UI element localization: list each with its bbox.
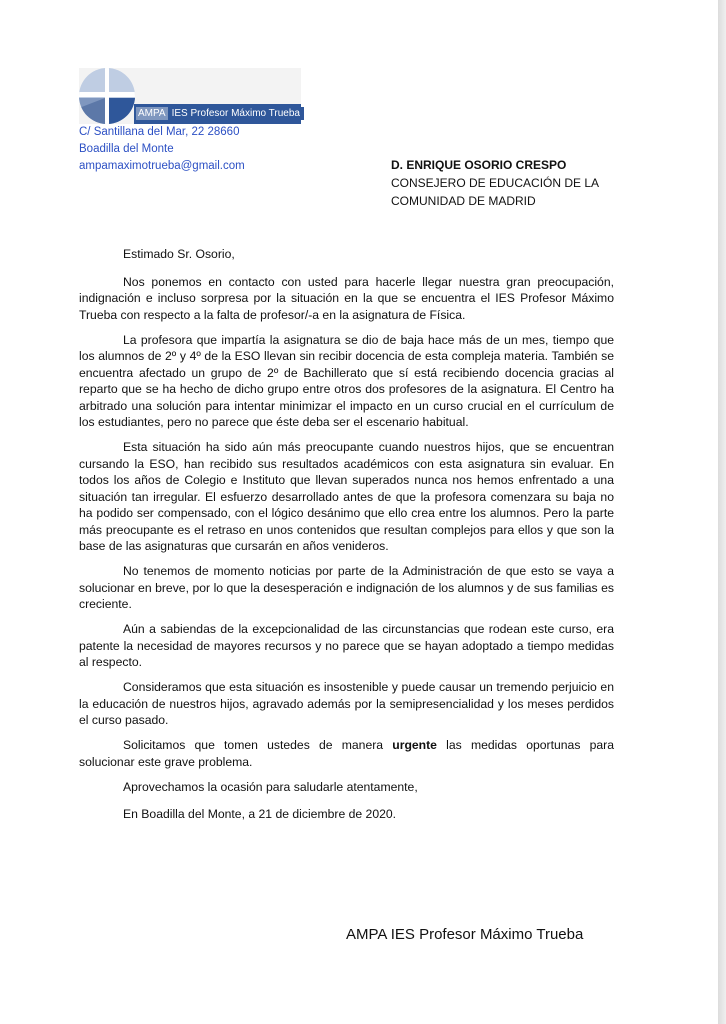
sender-address-line2: Boadilla del Monte <box>79 142 174 155</box>
request-urgent-emphasis: urgente <box>392 738 437 752</box>
logo-school-text: IES Profesor Máximo Trueba <box>168 107 304 120</box>
paragraph-request <box>79 737 614 770</box>
paragraph-teacher-leave: La profesora que impartía la asignatura se dio de baja hace más de un mes, tiempo que los alumnos de 2º y 4º de la ESO llevan sin recibir docencia de esta compleja materia. También se encuentra afectado un grupo de 2º de Bachillerato que sí está recibiendo docencia gracias al reparto que se ha hecho de dicho grupo entre otros dos profesores de la asignatura. El Centro ha arbitrado una solución para intentar minimizar el impacto en un curso crucial en el currículum de los estudiantes, pero no parece que éste deba ser el escenario habitual. <box>79 332 614 429</box>
signature: AMPA IES Profesor Máximo Trueba <box>346 926 584 943</box>
paragraph-concern: Nos ponemos en contacto con usted para hacerle llegar nuestra gran preocupación, indignación e incluso sorpresa por la situación en la que se encuentra el IES Profesor Máximo Trueba con respecto a la falta de profesor/-a en la asignatura de Física. <box>79 274 614 322</box>
recipient-block <box>391 156 599 210</box>
paragraph-resources: Aún a sabiendas de la excepcionalidad de las circunstancias que rodean este curso, era patente la necesidad de mayores recursos y no parece que se hayan adoptado a tiempo medidas al respecto. <box>79 622 614 669</box>
ampa-logo <box>79 68 301 124</box>
recipient-name: D. ENRIQUE OSORIO CRESPO <box>391 158 567 172</box>
closing: Aprovechamos la ocasión para saludarle atentamente, <box>123 779 418 794</box>
place-date: En Boadilla del Monte, a 21 de diciembre de 2020. <box>123 807 397 821</box>
paragraph-no-news: No tenemos de momento noticias por parte de la Administración de que esto se vaya a solucionar en breve, por lo que la desesperación e indignación de los alumnos y de sus familias es creciente. <box>79 564 614 611</box>
sender-contact-block <box>79 124 245 175</box>
greeting: Estimado Sr. Osorio, <box>123 247 235 261</box>
letter-body <box>79 246 614 831</box>
request-text-before: Solicitamos que tomen ustedes de manera <box>123 738 393 752</box>
recipient-title-line1: CONSEJERO DE EDUCACIÓN DE LA <box>391 176 600 190</box>
paragraph-results: Esta situación ha sido aún más preocupante cuando nuestros hijos, que se encuentran cursando la ESO, han recibido sus resultados académicos con esta asignatura sin evaluar. En todos los años de Colegio e Instituto que llevan superados nunca nos hemos enfrentado a una situación tan irregular. El esfuerzo desarrollado antes de que la profesora comenzara su baja no ha podido ser compensado, con el lógico desánimo que ello crea entre los alumnos. Pero la parte más preocupante es el retraso en unos contenidos que resultan complejos para ellos y que son la base de las asignaturas que cursarán en años venideros. <box>79 440 614 553</box>
logo-wordmark <box>136 106 304 122</box>
request-text-after: las medidas oportunas para solucionar este grave problema. <box>79 738 614 769</box>
sender-address-line1: C/ Santillana del Mar, 22 28660 <box>79 126 240 138</box>
sender-email: ampamaximotrueba@gmail.com <box>79 160 245 172</box>
recipient-title-line2: COMUNIDAD DE MADRID <box>391 194 536 208</box>
page-edge <box>718 0 726 1024</box>
logo-ampa-text: AMPA <box>138 108 166 119</box>
paragraph-unsustainable: Consideramos que esta situación es insostenible y puede causar un tremendo perjuicio en la educación de nuestros hijos, agravado además por la semipresencialidad y los meses perdidos el curso pasado. <box>79 680 614 727</box>
